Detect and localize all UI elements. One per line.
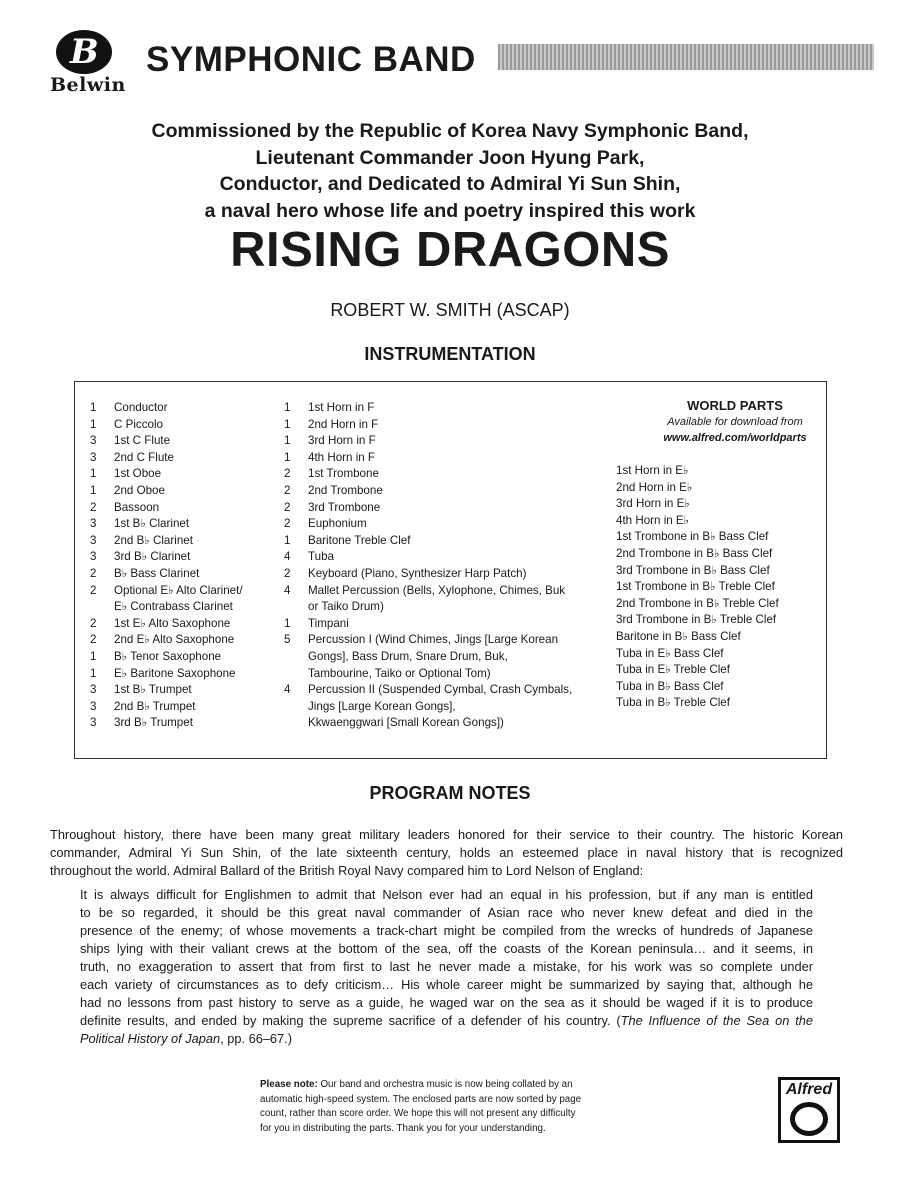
commission-line: Conductor, and Dedicated to Admiral Yi Sun Shin, (219, 173, 681, 195)
instrument-quantity: 2 (284, 467, 291, 481)
instrument-row (284, 632, 604, 649)
citation-open: ( (610, 1013, 621, 1028)
instrument-column-1 (90, 400, 290, 732)
instrument-name: 3rd B♭ Clarinet (114, 550, 191, 564)
instrument-row (90, 400, 290, 417)
please-note (260, 1078, 645, 1136)
piece-title: RISING DRAGONS (230, 223, 670, 277)
instrument-quantity: 3 (90, 450, 97, 464)
instrument-row (284, 500, 604, 517)
instrument-name: Keyboard (Piano, Synthesizer Harp Patch) (308, 566, 527, 580)
quote-line: to be so regarded, it should be this great naval commander of Asian race who never knew defeat and died in the (80, 905, 813, 920)
instrument-quantity: 2 (90, 566, 97, 580)
instrument-quantity (284, 599, 308, 616)
instrument-row (90, 583, 290, 600)
instrument-row (90, 516, 290, 533)
instrument-name: Tuba (308, 550, 334, 564)
instrument-name: 1st B♭ Clarinet (114, 517, 190, 531)
instrument-name: Conductor (114, 401, 168, 414)
commission-line: Commissioned by the Republic of Korea Navy Symphonic Band, (151, 120, 749, 142)
instrument-name: Mallet Percussion (Bells, Xylophone, Chimes, Buk (308, 583, 566, 597)
instrument-quantity: 1 (284, 401, 291, 414)
world-part-item: 1st Trombone in B♭ Bass Clef (616, 530, 769, 544)
instrument-name: Bassoon (114, 500, 160, 514)
instrument-quantity: 4 (284, 683, 291, 697)
intro-line: throughout the world. Admiral Ballard of the British Royal Navy compared him to Lord Nelson of England: (50, 863, 644, 878)
instrument-row (90, 616, 290, 633)
instrument-name: Timpani (308, 616, 349, 630)
world-part-item: 2nd Trombone in B♭ Bass Clef (616, 546, 773, 560)
instrument-quantity: 2 (284, 500, 291, 514)
instrument-name: 1st C Flute (114, 434, 171, 448)
world-part-item: Baritone in B♭ Bass Clef (616, 629, 741, 643)
instrument-row (284, 699, 604, 716)
world-part-item: 2nd Trombone in B♭ Treble Clef (616, 596, 779, 610)
instrument-row (284, 566, 604, 583)
citation-title: The Influence of the Sea on the (620, 1013, 813, 1028)
instrument-column-2 (284, 400, 604, 732)
instrument-quantity: 1 (90, 417, 97, 431)
instrument-quantity: 4 (284, 583, 291, 597)
world-part-item: Tuba in B♭ Treble Clef (616, 696, 730, 710)
quote-line: ships lying with their valiant crews at the bottom of the sea, off the coasts of the Korean peninsula… and it seems, in (80, 941, 813, 956)
instrument-row (284, 715, 604, 732)
quote-line: truth, no exaggeration to assert that from first to last he never made a mistake, for his work was so complete under (80, 959, 813, 974)
instrument-name: 3rd Horn in F (308, 434, 376, 448)
instrument-row (284, 533, 604, 550)
please-note-line: Our band and orchestra music is now being collated by an (317, 1079, 573, 1090)
citation-title: Political History of Japan (80, 1031, 221, 1046)
please-note-line: count, rather than score order. We hope this will not present any difficulty (260, 1108, 576, 1120)
world-parts-list (616, 463, 816, 712)
world-part-item: 1st Horn in E♭ (616, 464, 689, 477)
instrument-row (90, 566, 290, 583)
instrument-name: B♭ Tenor Saxophone (114, 649, 222, 663)
instrument-row (284, 599, 604, 616)
world-part-item: 3rd Trombone in B♭ Treble Clef (616, 613, 777, 627)
instrument-name: 1st Oboe (114, 467, 162, 481)
instrument-row (90, 715, 290, 732)
instrument-row (284, 417, 604, 434)
world-part-item: Tuba in B♭ Bass Clef (616, 679, 724, 693)
instrument-row (284, 450, 604, 467)
commission-text (60, 118, 840, 224)
instrument-row (284, 583, 604, 600)
instrument-row (90, 433, 290, 450)
instrument-row (284, 483, 604, 500)
instrument-quantity: 3 (90, 699, 97, 713)
series-title: SYMPHONIC BAND (146, 40, 476, 79)
header-decorative-bar (498, 44, 874, 70)
instrument-quantity: 2 (90, 583, 97, 597)
world-part-item: 2nd Horn in E♭ (616, 480, 693, 494)
composer: ROBERT W. SMITH (ASCAP) (330, 300, 570, 320)
instrument-quantity: 1 (284, 417, 291, 431)
world-part-item: 3rd Horn in E♭ (616, 497, 690, 511)
instrument-row (90, 599, 290, 616)
program-notes-heading: PROGRAM NOTES (369, 783, 531, 803)
instrument-quantity: 2 (90, 633, 97, 647)
alfred-logo-word: Alfred (785, 1081, 833, 1098)
program-notes-intro (50, 826, 843, 880)
instrument-row (90, 649, 290, 666)
instrument-row (90, 549, 290, 566)
world-parts-header (600, 396, 870, 446)
instrument-quantity (284, 666, 308, 683)
instrument-row (90, 666, 290, 683)
world-part-item: 3rd Trombone in B♭ Bass Clef (616, 563, 770, 577)
instrument-name: Gongs], Bass Drum, Snare Drum, Buk, (308, 649, 508, 663)
instrument-name: 2nd C Flute (114, 450, 174, 464)
intro-line: commander, Admiral Yi Sun Shin, of the late sixteenth century, holds an esteemed place in naval history that is recognized (50, 845, 843, 860)
belwin-logo-mark: B (56, 30, 112, 74)
quote-line: presence of the enemy; of whose movements a track-chart might be compiled from the wrecks of hundreds of Japanese (80, 923, 813, 938)
instrument-row (284, 516, 604, 533)
instrument-quantity: 3 (90, 683, 97, 697)
instrument-row (90, 483, 290, 500)
instrument-name: E♭ Baritone Saxophone (114, 666, 236, 680)
instrument-quantity: 2 (284, 566, 291, 580)
instrument-row (90, 466, 290, 483)
instrument-name: 2nd Oboe (114, 483, 165, 497)
instrument-row (90, 500, 290, 517)
world-part-item: 1st Trombone in B♭ Treble Clef (616, 580, 775, 594)
instrument-quantity: 1 (284, 450, 291, 464)
instrument-row (90, 533, 290, 550)
instrument-row (284, 400, 604, 417)
instrument-name: Jings [Large Korean Gongs], (308, 699, 456, 713)
instrument-quantity: 1 (284, 434, 291, 448)
instrument-quantity: 2 (90, 500, 97, 514)
commission-line: a naval hero whose life and poetry inspired this work (204, 199, 696, 222)
instrumentation-heading: INSTRUMENTATION (364, 344, 536, 364)
instrument-name: 2nd Horn in F (308, 417, 379, 431)
instrument-quantity: 3 (90, 434, 97, 448)
instrument-name: or Taiko Drum) (308, 600, 384, 614)
citation-pages: , pp. 66–67.) (220, 1031, 292, 1046)
world-parts-heading: WORLD PARTS (687, 398, 783, 413)
instrument-row (90, 450, 290, 467)
quote-line: each variety of circumstances as to defy criticism… His whole career might be summarized by saying that, although he (80, 977, 813, 992)
instrument-name: 2nd E♭ Alto Saxophone (114, 633, 235, 647)
alfred-logo (778, 1077, 840, 1143)
quote-text: definite results, and ended by making the supreme sacrifice of a defender of his country. (80, 1013, 611, 1028)
instrument-quantity: 3 (90, 533, 97, 547)
intro-line: Throughout history, there have been many great military leaders honored for their service to their country. The historic Korean (50, 827, 843, 842)
instrument-quantity: 1 (90, 467, 97, 481)
instrument-row (90, 682, 290, 699)
instrument-name: 1st Horn in F (308, 401, 375, 414)
world-part-item: 4th Horn in E♭ (616, 513, 690, 527)
instrument-quantity: 1 (90, 666, 97, 680)
instrument-quantity: 5 (284, 633, 291, 647)
citation-line (80, 1030, 813, 1048)
instrument-name: 2nd B♭ Clarinet (114, 533, 193, 547)
belwin-logo-word: Belwin (50, 74, 126, 96)
instrument-row (284, 616, 604, 633)
instrument-quantity: 1 (90, 401, 97, 414)
belwin-logo (50, 30, 132, 100)
instrument-name: Optional E♭ Alto Clarinet/ (114, 583, 243, 597)
instrument-quantity: 4 (284, 550, 291, 564)
instrument-name: E♭ Contrabass Clarinet (114, 600, 233, 614)
instrument-quantity: 2 (284, 517, 291, 531)
instrument-quantity (284, 699, 308, 716)
instrument-name: Euphonium (308, 517, 367, 531)
please-note-line: automatic high-speed system. The enclosed parts are now sorted by page (260, 1093, 582, 1105)
instrument-name: Baritone Treble Clef (308, 533, 411, 547)
instrument-name: Percussion I (Wind Chimes, Jings [Large Korean (308, 633, 559, 647)
instrument-quantity (284, 715, 308, 732)
instrument-quantity (90, 599, 114, 616)
instrument-row (284, 649, 604, 666)
instrument-quantity: 3 (90, 550, 97, 564)
quote-line-with-citation (80, 1012, 813, 1030)
instrument-name: 2nd Trombone (308, 483, 383, 497)
instrument-name: Tambourine, Taiko or Optional Tom) (308, 666, 491, 680)
world-parts-subheading: Available for download from (667, 416, 803, 428)
quote-line: It is always difficult for Englishmen to admit that Nelson ever had an equal in his profession, but if any man is entitled (80, 887, 813, 902)
instrument-name: B♭ Bass Clarinet (114, 566, 200, 580)
quote-line: had no lessons from past history to serve as a guide, he waged war on the sea as it should be waged if it is to produce (80, 995, 813, 1010)
instrument-quantity: 1 (90, 649, 97, 663)
instrument-quantity: 1 (90, 483, 97, 497)
instrument-row (284, 466, 604, 483)
instrument-row (284, 666, 604, 683)
instrument-row (90, 632, 290, 649)
instrument-quantity: 2 (284, 483, 291, 497)
instrument-row (284, 682, 604, 699)
instrument-quantity: 2 (90, 616, 97, 630)
instrument-name: Kkwaenggwari [Small Korean Gongs]) (308, 716, 504, 730)
instrument-quantity: 3 (90, 716, 97, 730)
instrument-row (284, 549, 604, 566)
instrument-name: 1st E♭ Alto Saxophone (114, 616, 231, 630)
instrument-name: 3rd Trombone (308, 500, 381, 514)
world-part-item: Tuba in E♭ Bass Clef (616, 646, 724, 660)
program-notes-quote (80, 886, 813, 1048)
instrument-quantity: 1 (284, 616, 291, 630)
alfred-logo-disc-icon (790, 1102, 828, 1136)
please-note-line: for you in distributing the parts. Thank you for your understanding. (260, 1122, 546, 1134)
instrument-name: 3rd B♭ Trumpet (114, 716, 193, 730)
instrument-name: 1st Trombone (308, 467, 379, 481)
instrument-quantity: 1 (284, 533, 291, 547)
commission-line: Lieutenant Commander Joon Hyung Park, (255, 146, 645, 169)
instrument-row (284, 433, 604, 450)
instrument-name: C Piccolo (114, 417, 163, 431)
instrument-row (90, 417, 290, 434)
instrument-name: 1st B♭ Trumpet (114, 683, 192, 697)
instrument-name: Percussion II (Suspended Cymbal, Crash Cymbals, (308, 683, 573, 697)
instrument-name: 2nd B♭ Trumpet (114, 699, 196, 713)
please-note-label: Please note: (260, 1079, 318, 1090)
instrument-name: 4th Horn in F (308, 450, 376, 464)
instrument-quantity (284, 649, 308, 666)
instrument-quantity: 3 (90, 517, 97, 531)
world-part-item: Tuba in E♭ Treble Clef (616, 663, 730, 677)
instrument-row (90, 699, 290, 716)
world-parts-url[interactable]: www.alfred.com/worldparts (663, 432, 807, 444)
